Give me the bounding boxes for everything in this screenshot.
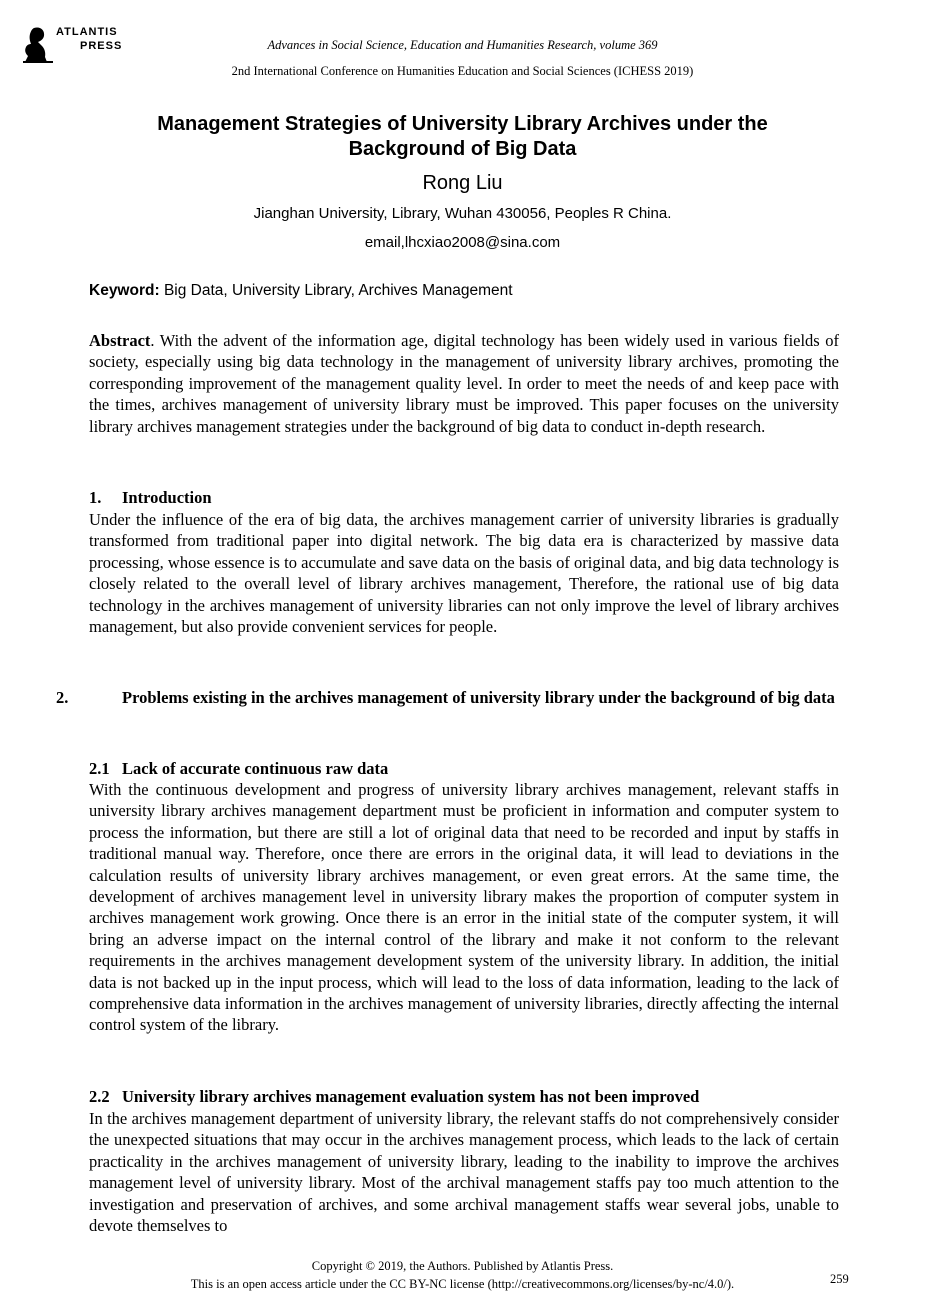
section-2-1-heading <box>89 758 839 779</box>
logo-text-line2: PRESS <box>80 40 123 52</box>
section-title: Problems existing in the archives management of university library under the background of big data <box>122 688 835 707</box>
section-title: Lack of accurate continuous raw data <box>122 759 389 778</box>
page-number: 259 <box>830 1272 849 1286</box>
section-1-heading <box>89 487 839 508</box>
copyright-line: Copyright © 2019, the Authors. Published by Atlantis Press. <box>311 1259 614 1273</box>
paper-title: Management Strategies of University Library Archives under the Background of Big Data <box>157 113 768 160</box>
abstract-text: . With the advent of the information age, digital technology has been widely used in various fields of society, especially using big data technology in the management of university library archives, promoting the corresponding improvement of the management quality level. In order to meet the needs of and keep pace with the times, archives management of university library must be improved. This paper focuses on the university library archives management strategies under the background of big data to conduct in-depth research. <box>89 331 839 436</box>
conference-header: 2nd International Conference on Humanities Education and Social Sciences (ICHESS 2019) <box>231 64 694 78</box>
journal-header: Advances in Social Science, Education and Humanities Research, volume 369 <box>267 38 658 52</box>
section-2-heading <box>56 687 839 708</box>
section-2-1-body: With the continuous development and progress of university library archives management, relevant staffs in university library archives management department must be proficient in information and computer system to process the information, but there are still a lot of original data that need to be recorded and input by staffs in traditional manual way. Therefore, once there are errors in the original data, it will lead to deviations in the calculation results of university library archives management, or even great errors. At the same time, the development of archives management level in university library makes the proportion of computer system in archives management work growing. Once there is an error in the initial state of the computer system, it will bring an adverse impact on the internal control of the library and make it not conform to the relevant requirements in the archives management development system of the university library. In addition, the initial data is not backed up in the input process, which will lead to the loss of data information, leading to the lack of comprehensive data information in the archives management of university libraries, directly affecting the internal control system of the library. <box>89 780 839 1035</box>
abstract-paragraph <box>89 330 839 437</box>
section-number: 2. <box>56 688 69 707</box>
section-title: University library archives management evaluation system has not been improved <box>122 1087 700 1106</box>
keyword-label: Keyword: <box>89 282 160 299</box>
license-line: This is an open access article under the CC BY-NC license (http://creativecommons.org/licenses/by-nc/4.0/). <box>190 1277 735 1291</box>
keywords-line <box>89 282 839 300</box>
section-number: 1. <box>89 488 102 507</box>
section-1-body: Under the influence of the era of big data, the archives management carrier of university libraries is gradually transformed from traditional paper into digital network. The big data era is characterized by massive data processing, whose essence is to accumulate and save data on the basis of original data, and big data technology is closely related to the overall level of library archives management, Therefore, the rational use of big data technology in the archives management of university libraries can not only improve the level of library archives management, but also provide convenient services for people. <box>89 510 839 637</box>
abstract-label: Abstract <box>89 331 151 350</box>
author-affiliation: Jianghan University, Library, Wuhan 430056, Peoples R China. <box>253 205 672 222</box>
section-title: Introduction <box>122 488 212 507</box>
logo-text-line1: ATLANTIS <box>56 26 118 38</box>
section-number: 2.2 <box>89 1087 110 1106</box>
keywords-text: Big Data, University Library, Archives Management <box>163 282 513 299</box>
section-2-2-body: In the archives management department of university library, the relevant staffs do not comprehensively consider the unexpected situations that may occur in the archives management process, which leads to the lack of certain practicality in the archives management of university library, leading to the inability to improve the archives management level of university library. Most of the archival management staffs pay too much attention to the investigation and preservation of archives, and some archival management staffs wear several jobs, unable to devote themselves to <box>89 1109 839 1236</box>
author-email: email,lhcxiao2008@sina.com <box>364 234 561 251</box>
section-number: 2.1 <box>89 759 110 778</box>
section-2-2-heading <box>89 1086 839 1107</box>
author-name: Rong Liu <box>422 172 503 194</box>
